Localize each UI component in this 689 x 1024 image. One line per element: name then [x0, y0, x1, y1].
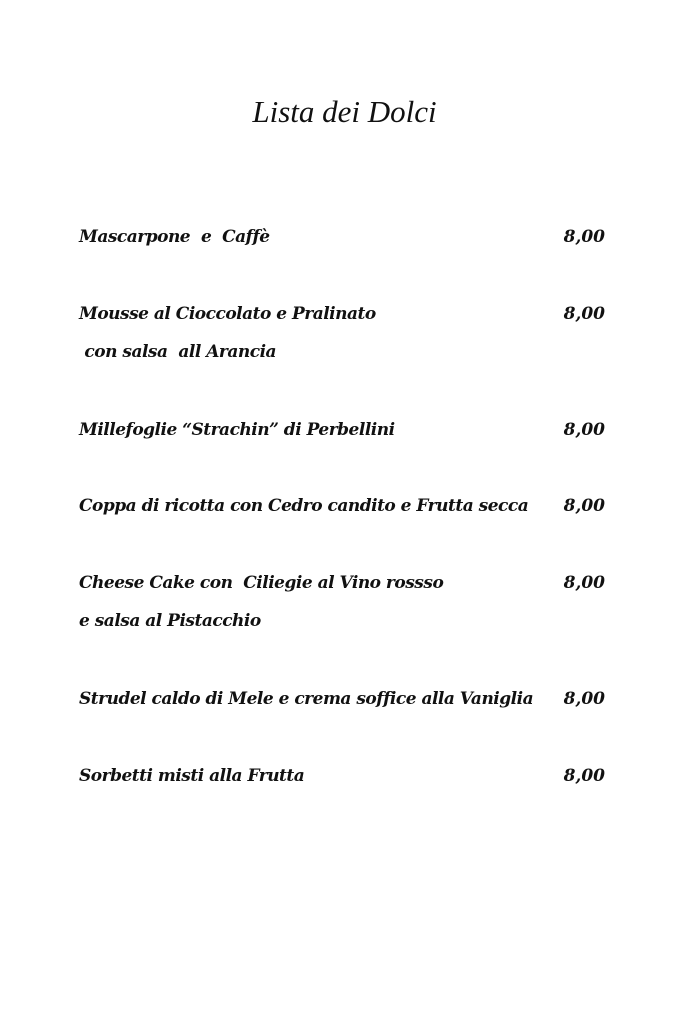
menu-item-price: 8,00	[563, 573, 605, 593]
menu-item-name: Sorbetti misti alla Frutta	[79, 766, 305, 786]
menu-item-sorbetti	[79, 764, 605, 802]
menu-item-millefoglie	[79, 418, 605, 456]
menu-item-price: 8,00	[563, 766, 605, 786]
menu-item-name: Strudel caldo di Mele e crema soffice alla Vaniglia	[79, 689, 534, 709]
menu-item-mousse	[79, 302, 605, 378]
menu-item-name: Mascarpone e Caffè	[79, 227, 270, 247]
menu-item-mascarpone	[79, 225, 605, 263]
menu-item-line	[79, 571, 605, 609]
menu-item-line	[79, 764, 605, 802]
menu-item-line	[79, 494, 605, 532]
menu-item-line	[79, 302, 605, 340]
menu-item-name: Millefoglie “Strachin” di Perbellini	[79, 420, 395, 440]
menu-title: Lista dei Dolci	[252, 94, 437, 129]
menu-item-name-continued: e salsa al Pistacchio	[79, 611, 261, 631]
menu-item-line	[79, 418, 605, 456]
menu-item-name: Mousse al Cioccolato e Pralinato	[79, 304, 376, 324]
menu-item-line	[79, 225, 605, 263]
menu-item-name: Coppa di ricotta con Cedro candito e Frutta secca	[79, 496, 529, 516]
menu-item-cheese-cake	[79, 571, 605, 647]
menu-item-name: Cheese Cake con Ciliegie al Vino rossso	[79, 573, 444, 593]
menu-item-coppa-ricotta	[79, 494, 605, 532]
menu-item-line	[79, 609, 605, 647]
menu-item-strudel	[79, 687, 605, 725]
menu-item-price: 8,00	[563, 496, 605, 516]
menu-item-line	[79, 687, 605, 725]
menu-item-line	[79, 340, 605, 378]
menu-item-price: 8,00	[563, 227, 605, 247]
menu-item-name-continued: con salsa all Arancia	[79, 342, 277, 362]
menu-item-price: 8,00	[563, 304, 605, 324]
menu-item-price: 8,00	[563, 420, 605, 440]
menu-item-price: 8,00	[563, 689, 605, 709]
